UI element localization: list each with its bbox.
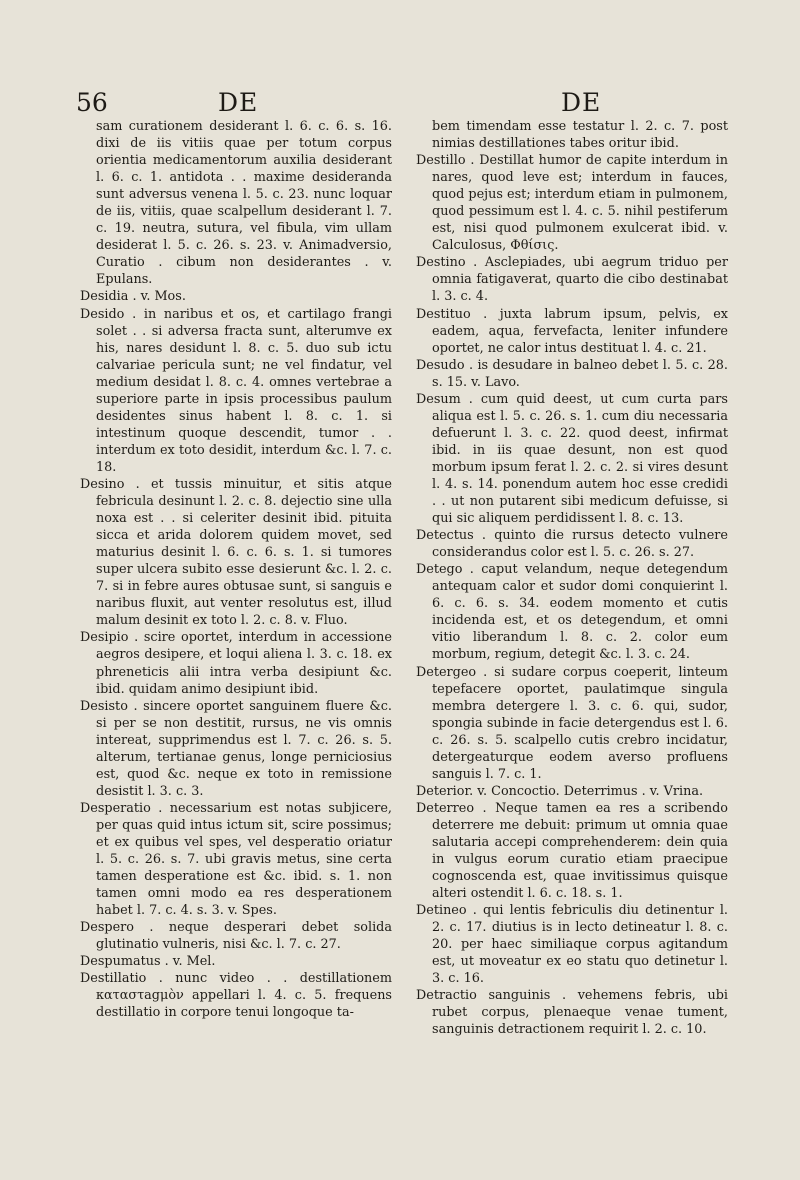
index-entry: Detectus . quinto die rursus detecto vulnere considerandus color est l. 5. c. 26. s. 27. bbox=[416, 528, 728, 561]
index-entry: Destituo . juxta labrum ipsum, pelvis, ex eadem, aqua, fervefacta, leniter infundere oportet, ne calor intus destituat l. 4. c. 21. bbox=[416, 306, 728, 356]
index-entry: Detractio sanguinis . vehemens febris, ubi rubet corpus, plenaeque venae tument, sanguinis detractionem requirit l. 2. c. 10. bbox=[416, 988, 728, 1038]
index-entry: Detego . caput velandum, neque detegendum antequam calor et sudor domi conquierint l. 6. c. 6. s. 34. eodem momento et cutis incidenda est, et os detegendum, et omni vitio liberandum l. 8. c. 2. color eum morbum, regium, detegit &c. l. 3. c. 24. bbox=[416, 562, 728, 663]
index-entry: Destillatio . nunc video . . destillationem καταστagμὸν appellari l. 4. c. 5. frequens destillatio in corpore tenui longoque ta- bbox=[80, 971, 392, 1021]
index-entry: Despero . neque desperari debet solida glutinatio vulneris, nisi &c. l. 7. c. 27. bbox=[80, 920, 392, 953]
left-column bbox=[80, 118, 392, 1021]
index-entry: Despumatus . v. Mel. bbox=[80, 954, 216, 970]
right-column bbox=[416, 118, 728, 1039]
index-entry: sam curationem desiderant l. 6. c. 6. s. 16. dixi de iis vitiis quae per totum corpus orientia medicamentorum auxilia desiderant l. 6. c. 1. antidota . . maxime desideranda sunt adversus venena l. 5. c. 23. nunc loquar de iis, vitiis, quae scalpellum desiderant l. 7. c. 19. neutra, sutura, vel fibula, vim ullam desiderat l. 5. c. 26. s. 23. v. Animadversio, Curatio . cibum non desiderantes . v. Epulans. bbox=[96, 119, 392, 288]
index-entry: Desperatio . necessarium est notas subjicere, per quas quid intus ictum sit, scire possimus; et ex quibus vel spes, vel desperatio oriatur l. 5. c. 26. s. 7. ubi gravis metus, sine certa tamen desperatione est &c. ibid. s. 1. non tamen omni modo ea res desperationem habet l. 7. c. 4. s. 3. v. Spes. bbox=[80, 800, 392, 919]
index-entry: Desido . in naribus et os, et cartilago frangi solet . . si adversa fracta sunt, alterumve ex his, nares desidunt l. 8. c. 5. duo sub ictu calvariae pericula sunt; ne vel findatur, vel medium desidat l. 8. c. 4. omnes vertebrae a superiore parte in ipsis processibus paulum desidentes sinus habent l. 8. c. 1. si intestinum quoque descendit, tumor . . interdum ex toto desidit, interdum &c. l. 7. c. 18. bbox=[80, 306, 392, 475]
index-entry: Desino . et tussis minuitur, et sitis atque febricula desinunt l. 2. c. 8. dejectio sine ulla noxa est . . si celeriter desinit ibid. pituita sicca et arida dolorem quidem movet, sed maturius desinit l. 6. c. 6. s. 1. si tumores super ulcera subito esse desierunt &c. l. 2. c. 7. si in febre aures obtusae sunt, si sanguis e naribus fluxit, aut venter resolutus est, illud malum desinit ex toto l. 2. c. 8. v. Fluo. bbox=[80, 476, 392, 629]
index-entry: Deterior. v. Concoctio. Deterrimus . v. Vrina. bbox=[416, 783, 704, 799]
index-entry: Desidia . v. Mos. bbox=[80, 289, 186, 305]
index-entry: bem timendam esse testatur l. 2. c. 7. post nimias destillationes tabes oritur ibid. bbox=[432, 119, 728, 152]
index-entry: Desipio . scire oportet, interdum in accessione aegros desipere, et loqui aliena l. 3. c. 18. ex phreneticis alii intra verba desipiunt &c. ibid. quidam animo desipiunt ibid. bbox=[80, 630, 392, 697]
page-number: 56 bbox=[76, 88, 108, 117]
index-entry: Desudo . is desudare in balneo debet l. 5. c. 28. s. 15. v. Lavo. bbox=[416, 357, 728, 390]
index-entry: Deterreo . Neque tamen ea res a scribendo deterrere me debuit: primum ut omnia quae salutaria accepi comprehenderem: dein quia in vulgus eorum curatio etiam praecipue cognoscenda est, quae invitissimus quisque alteri ostendit l. 6. c. 18. s. 1. bbox=[416, 800, 728, 902]
index-entry: Destino . Asclepiades, ubi aegrum triduo per omnia fatigaverat, quarto die cibo destinabat l. 3. c. 4. bbox=[416, 255, 728, 305]
running-head-left: DE bbox=[218, 88, 259, 117]
index-entry: Desum . cum quid deest, ut cum curta pars aliqua est l. 5. c. 26. s. 1. cum diu necessaria defuerunt l. 3. c. 22. quod deest, infirmat ibid. in iis quae desunt, non est quod morbum ipsum ferat l. 2. c. 2. si vires desunt l. 4. s. 14. ponendum autem hoc esse credidi . . ut non putarent sibi medicum defuisse, si qui sic aliquem perdidissent l. 8. c. 13. bbox=[416, 391, 728, 527]
running-header bbox=[0, 88, 800, 122]
index-entry: Destillo . Destillat humor de capite interdum in nares, quod leve est; interdum in fauces, quod pejus est; interdum etiam in pulmonem, quod pessimum est l. 4. c. 5. nihil pestiferum est, nisi quod pulmonem exulcerat ibid. v. Calculosus, Φθίσις. bbox=[416, 153, 728, 254]
index-entry: Desisto . sincere oportet sanguinem fluere &c. si per se non destitit, rursus, ne vis omnis intereat, supprimendus est l. 7. c. 26. s. 5. alterum, tertianae genus, longe perniciosius est, quod &c. neque ex toto in remissione desistit l. 3. c. 3. bbox=[80, 698, 392, 799]
index-entry: Detineo . qui lentis febriculis diu detinentur l. 2. c. 17. diutius is in lecto detineatur l. 8. c. 20. per haec similiaque corpus agitandum est, ut moveatur ex eo statu quo detinetur l. 3. c. 16. bbox=[416, 903, 728, 987]
running-head-right: DE bbox=[561, 88, 602, 117]
index-entry: Detergeo . si sudare corpus coeperit, linteum tepefacere oportet, paulatimque singula membra detergere l. 3. c. 6. qui, sudor, spongia subinde in facie detergendus est l. 6. c. 26. s. 5. scalpello cutis crebro incidatur, detergeaturque eodem averso profluens sanguis l. 7. c. 1. bbox=[416, 664, 728, 782]
